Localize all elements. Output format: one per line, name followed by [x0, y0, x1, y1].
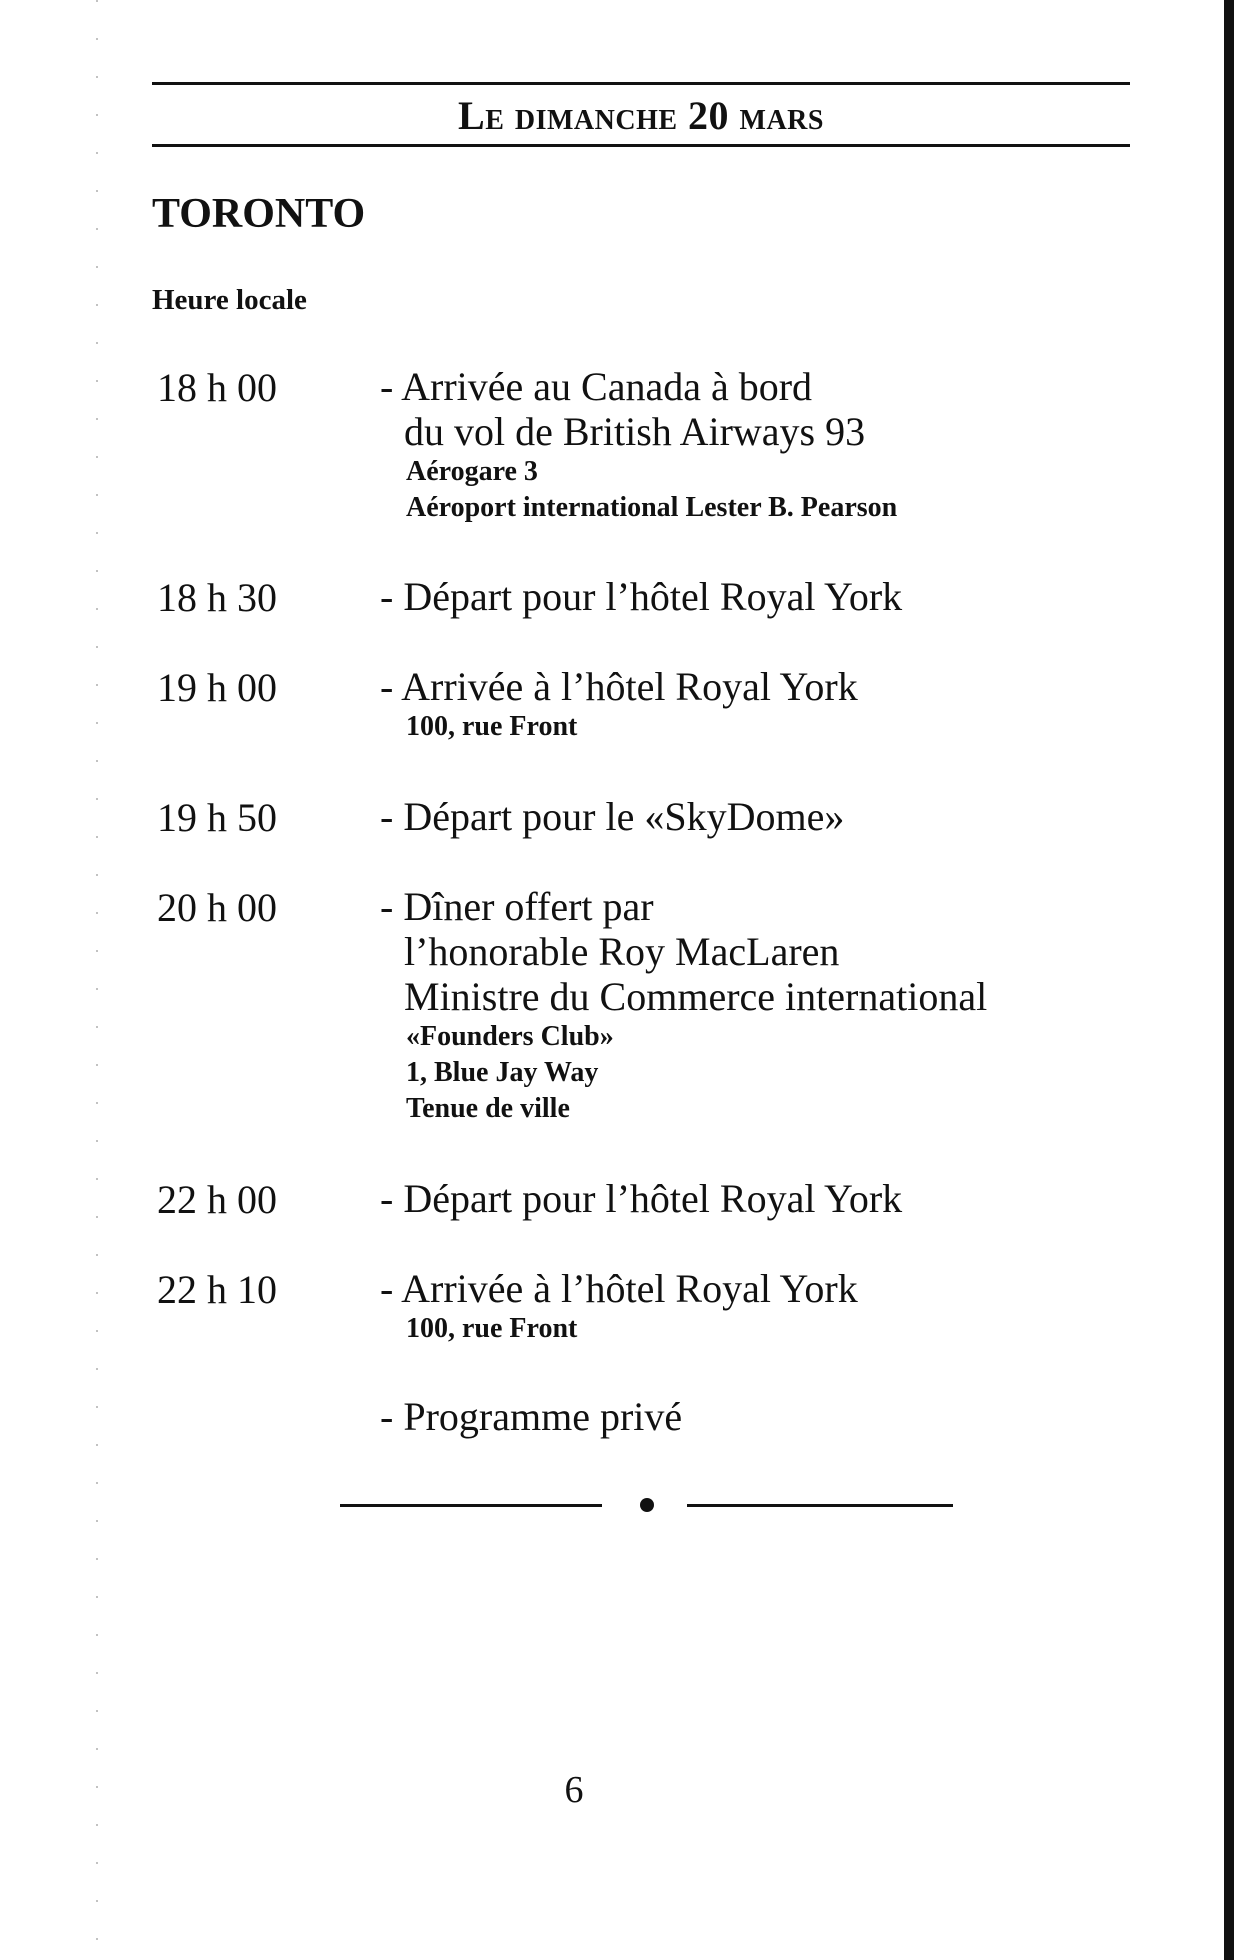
header-top-rule — [152, 82, 1130, 85]
entry-detail: Tenue de ville — [406, 1093, 570, 1124]
entry-detail: «Founders Club» — [406, 1021, 614, 1052]
entry-line: l’honorable Roy MacLaren — [404, 929, 840, 974]
entry-detail: Aéroport international Lester B. Pearson — [406, 492, 898, 523]
local-time-label: Heure locale — [152, 284, 307, 316]
entry-description — [380, 884, 1140, 1127]
separator-bullet-icon — [640, 1498, 654, 1512]
entry-line: - Dîner offert par — [380, 884, 654, 929]
entry-line: - Départ pour le «SkyDome» — [380, 794, 845, 839]
entry-line: - Arrivée à l’hôtel Royal York — [380, 664, 858, 709]
city-heading: TORONTO — [152, 191, 366, 237]
entry-description — [380, 1394, 1140, 1439]
entry-line: Ministre du Commerce international — [404, 974, 988, 1019]
entry-line: du vol de British Airways 93 — [404, 409, 866, 454]
separator-rule-right — [687, 1504, 953, 1507]
entry-description — [380, 794, 1140, 839]
entry-time: 18 h 30 — [157, 575, 277, 620]
page-edge-border — [1224, 0, 1234, 1960]
entry-detail: 100, rue Front — [406, 711, 578, 742]
entry-time: 19 h 50 — [157, 795, 277, 840]
entry-line: - Départ pour l’hôtel Royal York — [380, 1176, 903, 1221]
entry-time: 19 h 00 — [157, 665, 277, 710]
entry-line: - Programme privé — [380, 1394, 683, 1439]
separator-rule-left — [340, 1504, 602, 1507]
entry-description — [380, 1266, 1140, 1347]
page-header-title: Le dimanche 20 mars — [458, 93, 824, 138]
entry-line: - Départ pour l’hôtel Royal York — [380, 574, 903, 619]
entry-time: 20 h 00 — [157, 885, 277, 930]
entry-line: - Arrivée à l’hôtel Royal York — [380, 1266, 858, 1311]
page-number: 6 — [564, 1769, 584, 1811]
scan-speckle-margin — [96, 0, 98, 1960]
header-bottom-rule — [152, 144, 1130, 147]
entry-description — [380, 574, 1140, 619]
entry-description — [380, 1176, 1140, 1221]
entry-detail: Aérogare 3 — [406, 456, 538, 487]
entry-detail: 100, rue Front — [406, 1313, 578, 1344]
entry-description — [380, 664, 1140, 745]
entry-line: - Arrivée au Canada à bord — [380, 364, 813, 409]
entry-time: 22 h 00 — [157, 1177, 277, 1222]
entry-time: 18 h 00 — [157, 365, 277, 410]
entry-description — [380, 364, 1140, 526]
entry-time: 22 h 10 — [157, 1267, 277, 1312]
entry-detail: 1, Blue Jay Way — [406, 1057, 599, 1088]
